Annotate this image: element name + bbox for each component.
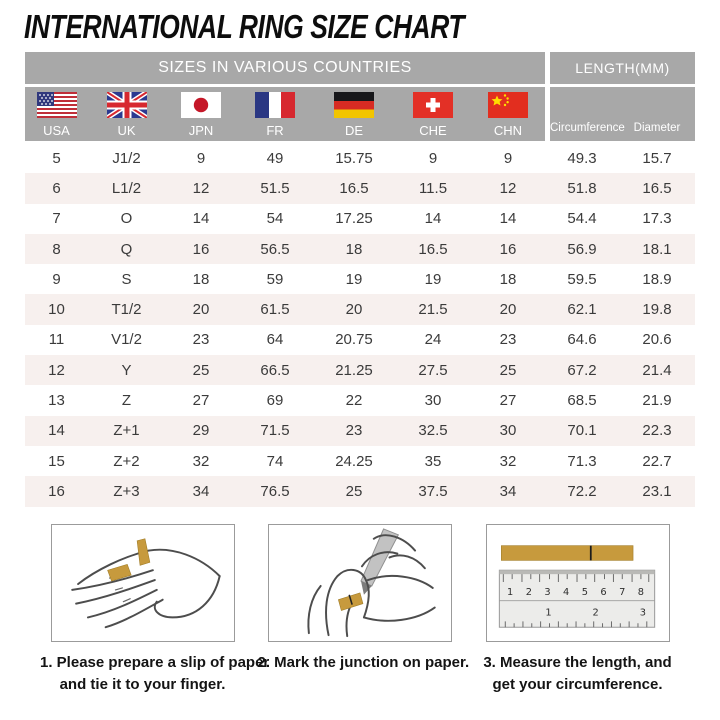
ring-size-cell: 30 <box>499 422 517 440</box>
ring-size-cell: 59.5 <box>567 270 597 288</box>
table-row <box>25 325 695 355</box>
ring-size-cell: 72.2 <box>567 482 597 500</box>
ring-size-cell: 12 <box>192 179 210 197</box>
ring-size-cell: 15 <box>48 452 65 470</box>
ring-size-cell: 74 <box>266 452 284 470</box>
page-title: INTERNATIONAL RING SIZE CHART <box>24 8 465 45</box>
ring-size-cell: 71.5 <box>260 422 290 440</box>
ring-size-cell: 56.9 <box>567 240 597 258</box>
ring-size-cell: 8 <box>52 240 61 258</box>
ring-size-cell: 22.3 <box>642 422 672 440</box>
caption-line: 1. Please prepare a slip of paper <box>40 654 270 671</box>
ring-size-cell: 37.5 <box>418 482 448 500</box>
ring-size-cell: S <box>121 270 132 288</box>
country-column-header-fr <box>237 87 313 141</box>
country-code-label: CHN <box>493 123 523 138</box>
svg-text:4: 4 <box>562 586 569 598</box>
ring-size-cell: 51.5 <box>260 179 290 197</box>
china-flag-icon <box>488 92 528 118</box>
country-code-label: CHE <box>419 123 447 138</box>
ring-size-cell: 13 <box>48 392 65 410</box>
ring-size-cell: 20 <box>499 301 517 319</box>
ring-size-cell: 68.5 <box>567 392 597 410</box>
table-row <box>25 143 695 173</box>
country-code-label: UK <box>117 123 136 138</box>
ring-size-cell: 25 <box>345 482 363 500</box>
ring-size-cell: 15.75 <box>335 149 373 167</box>
ring-size-cell: 14 <box>424 210 442 228</box>
ring-size-cell: 76.5 <box>260 482 290 500</box>
svg-text:2: 2 <box>592 607 599 619</box>
country-column-header-uk <box>88 87 165 141</box>
ring-size-cell: 24 <box>424 331 442 349</box>
table-row <box>25 264 695 294</box>
uk-flag-icon <box>107 92 147 118</box>
table-row <box>25 385 695 415</box>
paper-strip <box>501 546 633 561</box>
country-code-label: DE <box>344 123 364 138</box>
ring-size-cell: 20 <box>345 301 363 319</box>
country-column-header-chn <box>471 87 545 141</box>
ring-size-cell: 5 <box>52 149 61 167</box>
ring-size-cell: 6 <box>52 179 61 197</box>
table-row <box>25 416 695 446</box>
ring-size-cell: 23 <box>345 422 363 440</box>
ring-size-cell: 30 <box>424 392 442 410</box>
ring-size-cell: 19.8 <box>642 301 672 319</box>
ring-size-cell: 10 <box>48 301 65 319</box>
svg-text:6: 6 <box>599 586 607 598</box>
ring-size-cell: 18 <box>345 240 363 258</box>
ring-size-cell: O <box>120 210 133 228</box>
svg-text:8: 8 <box>637 586 644 598</box>
ring-size-cell: 67.2 <box>567 361 597 379</box>
instructions-section <box>0 524 720 696</box>
ring-size-cell: 9 <box>503 149 513 167</box>
hand-with-paper-illustration <box>52 525 234 641</box>
ring-size-cell: 64.6 <box>567 331 597 349</box>
ring-size-cell: 71.3 <box>567 452 597 470</box>
svg-text:3: 3 <box>639 607 646 619</box>
ring-size-cell: 27 <box>192 392 210 410</box>
table-row <box>25 173 695 203</box>
section-header-row <box>25 52 695 87</box>
ring-size-cell: Q <box>120 240 133 258</box>
ring-size-cell: 23.1 <box>642 482 672 500</box>
ring-size-cell: 14 <box>48 422 65 440</box>
ring-size-cell: V1/2 <box>111 331 142 349</box>
country-code-label: FR <box>266 123 284 138</box>
diameter-column-header: Diameter <box>633 122 681 134</box>
ring-size-cell: 20.75 <box>335 331 373 349</box>
ring-size-cell: Z+2 <box>113 452 140 470</box>
ring-size-cell: 7 <box>52 210 61 228</box>
ring-size-cell: J1/2 <box>112 149 141 167</box>
ring-size-cell: 34 <box>192 482 210 500</box>
ring-size-cell: 19 <box>424 270 442 288</box>
country-header-row <box>25 87 695 143</box>
ring-size-cell: 15.7 <box>642 149 672 167</box>
step-2-illustration-box <box>268 524 452 642</box>
ring-size-cell: 32 <box>192 452 210 470</box>
country-code-label: USA <box>43 123 70 138</box>
ring-size-cell: 23 <box>499 331 517 349</box>
ring-size-cell: 17.25 <box>335 210 373 228</box>
circumference-column-header: Circumference <box>550 122 625 134</box>
ring-size-cell: 70.1 <box>567 422 597 440</box>
ring-size-cell: 12 <box>48 361 65 379</box>
ring-size-cell: 22 <box>345 392 363 410</box>
germany-flag-icon <box>334 92 374 118</box>
ring-size-cell: 11.5 <box>418 179 448 197</box>
ring-size-cell: 14 <box>499 210 517 228</box>
ring-size-cell: 19 <box>345 270 363 288</box>
ring-size-cell: 61.5 <box>260 301 290 319</box>
ring-size-cell: 18.1 <box>642 240 672 258</box>
ring-size-cell: 54.4 <box>567 210 597 228</box>
caption-line: and tie it to your finger. <box>59 675 226 693</box>
ring-size-cell: 34 <box>499 482 517 500</box>
ring-size-cell: 32.5 <box>418 422 448 440</box>
ring-size-cell: 27.5 <box>418 361 448 379</box>
country-column-header-che <box>395 87 471 141</box>
ring-size-cell: 20 <box>192 301 210 319</box>
ring-size-cell: 49 <box>266 149 284 167</box>
step-caption <box>475 652 680 696</box>
ring-size-cell: 21.4 <box>642 361 672 379</box>
ring-size-cell: 20.6 <box>642 331 672 349</box>
svg-text:2: 2 <box>525 586 532 598</box>
ring-size-cell: 16 <box>48 482 65 500</box>
table-body <box>25 143 695 507</box>
step-3-illustration-box <box>486 524 670 642</box>
ring-size-cell: 9 <box>52 270 61 288</box>
step-caption <box>257 652 470 674</box>
ruler-measurement-illustration <box>487 525 669 641</box>
ring-size-cell: 62.1 <box>567 301 597 319</box>
table-row <box>25 234 695 264</box>
svg-text:5: 5 <box>581 586 588 598</box>
ring-size-cell: Z+1 <box>113 422 140 440</box>
ring-size-cell: T1/2 <box>111 301 142 319</box>
ring-size-cell: 9 <box>196 149 206 167</box>
ring-size-cell: 14 <box>192 210 210 228</box>
ring-size-cell: 21.5 <box>418 301 448 319</box>
ring-size-cell: 9 <box>428 149 438 167</box>
ring-size-cell: 69 <box>266 392 284 410</box>
caption-line: get your circumference. <box>492 675 663 693</box>
instruction-step-3 <box>475 524 680 696</box>
table-row <box>25 355 695 385</box>
ring-size-cell: 11 <box>48 331 65 349</box>
ring-size-cell: 64 <box>266 331 284 349</box>
ring-size-cell: 49.3 <box>567 149 597 167</box>
ring-size-cell: 51.8 <box>567 179 597 197</box>
ring-size-cell: 12 <box>499 179 517 197</box>
table-row <box>25 294 695 324</box>
ring-size-cell: 16 <box>192 240 210 258</box>
caption-line: 2. Mark the junction on paper. <box>257 654 470 671</box>
svg-text:3: 3 <box>543 586 551 598</box>
ring-size-cell: 23 <box>192 331 210 349</box>
ring-size-cell: Y <box>121 361 132 379</box>
ring-size-cell: 54 <box>266 210 284 228</box>
japan-flag-icon <box>181 92 221 118</box>
length-column-headers <box>545 87 695 141</box>
ring-size-cell: 25 <box>499 361 517 379</box>
ring-size-cell: 24.25 <box>335 452 373 470</box>
table-header <box>25 52 695 143</box>
ring-size-cell: 56.5 <box>260 240 290 258</box>
ring-size-cell: 35 <box>424 452 442 470</box>
ring-size-cell: 22.7 <box>642 452 672 470</box>
switzerland-flag-icon <box>413 92 453 118</box>
caption-line: 3. Measure the length, and <box>483 654 672 671</box>
ring-size-cell: Z+3 <box>113 482 140 500</box>
table-row <box>25 204 695 234</box>
ring-size-cell: 29 <box>192 422 210 440</box>
ring-size-cell: 21.9 <box>642 392 672 410</box>
length-section-header: LENGTH(MM) <box>545 52 695 84</box>
instruction-step-1 <box>40 524 270 696</box>
ring-size-cell: 16.5 <box>339 179 369 197</box>
ring-size-cell: 32 <box>499 452 517 470</box>
table-row <box>25 446 695 476</box>
ring-size-cell: 18 <box>499 270 517 288</box>
svg-text:1: 1 <box>544 607 552 619</box>
svg-text:1: 1 <box>506 586 513 598</box>
ring-size-cell: 17.3 <box>642 210 672 228</box>
sizes-section-header: SIZES IN VARIOUS COUNTRIES <box>158 59 412 76</box>
country-code-label: JPN <box>188 123 214 138</box>
ring-size-cell: 21.25 <box>335 361 373 379</box>
mark-junction-illustration <box>269 525 451 641</box>
ring-size-cell: 18.9 <box>642 270 672 288</box>
france-flag-icon <box>255 92 295 118</box>
instruction-step-2 <box>257 524 470 696</box>
ring-size-cell: L1/2 <box>111 179 142 197</box>
ring-size-cell: 16.5 <box>642 179 672 197</box>
usa-flag-icon <box>37 92 77 118</box>
svg-text:7: 7 <box>618 586 625 598</box>
table-row <box>25 476 695 506</box>
ring-size-table <box>25 52 695 507</box>
ring-size-cell: 18 <box>192 270 210 288</box>
country-column-header-de <box>313 87 395 141</box>
ring-size-cell: 25 <box>192 361 210 379</box>
step-caption <box>40 652 270 696</box>
country-column-header-usa <box>25 87 88 141</box>
country-column-header-jpn <box>165 87 237 141</box>
step-1-illustration-box <box>51 524 235 642</box>
ring-size-cell: 16 <box>499 240 517 258</box>
ring-size-cell: 16.5 <box>418 240 448 258</box>
ring-size-cell: 27 <box>499 392 517 410</box>
ring-size-cell: Z <box>121 392 132 410</box>
ruler <box>499 570 654 627</box>
ring-size-cell: 59 <box>266 270 284 288</box>
ring-size-cell: 66.5 <box>260 361 290 379</box>
